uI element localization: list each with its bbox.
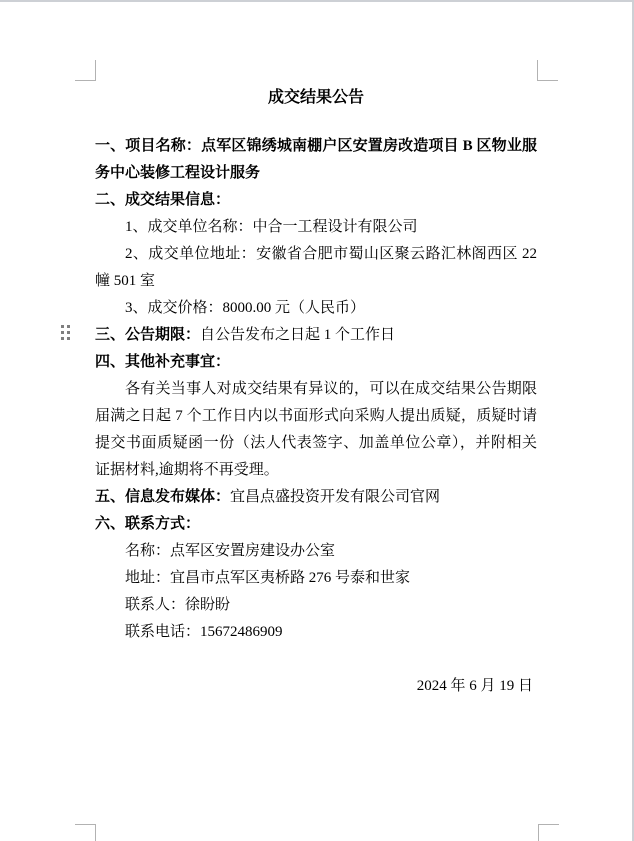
section-notice-period — [95, 322, 537, 349]
contact-item-address: 地址：宜昌市点军区夷桥路 276 号泰和世家 — [125, 570, 411, 586]
section-notice-period-label: 三、公告期限： — [95, 327, 201, 343]
section-result-info-label: 二、成交结果信息： — [95, 192, 231, 208]
drag-handle-dot — [61, 337, 64, 340]
contact-item-name: 名称：点军区安置房建设办公室 — [125, 543, 336, 559]
section-supplementary-label: 四、其他补充事宜： — [95, 354, 231, 370]
section-contact-label: 六、联系方式： — [95, 516, 201, 532]
drag-handle-dot — [61, 325, 64, 328]
drag-handle-dot — [61, 331, 64, 334]
drag-handle-dot — [67, 337, 70, 340]
section-publish-media-label: 五、信息发布媒体： — [95, 489, 231, 505]
section-result-info-heading — [95, 187, 537, 214]
contact-item-person: 联系人：徐盼盼 — [125, 597, 231, 613]
result-item-winner-name: 1、成交单位名称：中合一工程设计有限公司 — [125, 219, 418, 235]
document-title: 成交结果公告 — [267, 89, 364, 106]
section-publish-media-value: 宜昌点盛投资开发有限公司官网 — [230, 489, 441, 505]
drag-handle-dot — [67, 325, 70, 328]
document-date: 2024 年 6 月 19 日 — [416, 678, 533, 694]
margin-corner-bottom-right-mark — [538, 824, 559, 841]
drag-handle-dot — [67, 331, 70, 334]
margin-corner-top-right-mark — [537, 60, 558, 81]
section-project-name-value: 点军区锦绣城南棚户区安置房改造项目 B 区物业服务中心装修工程设计服务 — [95, 138, 537, 181]
margin-corner-top-left-mark — [75, 60, 96, 81]
section-project-name-label: 一、项目名称： — [95, 138, 202, 154]
drag-handle-icon[interactable] — [61, 325, 70, 340]
section-publish-media — [95, 484, 537, 511]
section-project-name — [95, 133, 537, 187]
result-item-winner-address: 2、成交单位地址：安徽省合肥市蜀山区聚云路汇林阁西区 22 幢 501 室 — [95, 246, 537, 289]
document-content — [95, 80, 537, 700]
section-notice-period-value: 自公告发布之日起 1 个工作日 — [200, 327, 396, 343]
section-contact-heading — [95, 511, 537, 538]
contact-item-phone: 联系电话：15672486909 — [125, 624, 283, 640]
supplementary-paragraph: 各有关当事人对成交结果有异议的，可以在成交结果公告期限届满之日起 7 个工作日内以书面形式向采购人提出质疑，质疑时请提交书面质疑函一份（法人代表签字、加盖单位公章），并附相关证据材料,逾期将不再受理。 — [95, 381, 537, 478]
section-supplementary-heading — [95, 349, 537, 376]
result-item-price: 3、成交价格：8000.00 元（人民币） — [125, 300, 366, 316]
margin-corner-bottom-left-mark — [75, 824, 96, 841]
